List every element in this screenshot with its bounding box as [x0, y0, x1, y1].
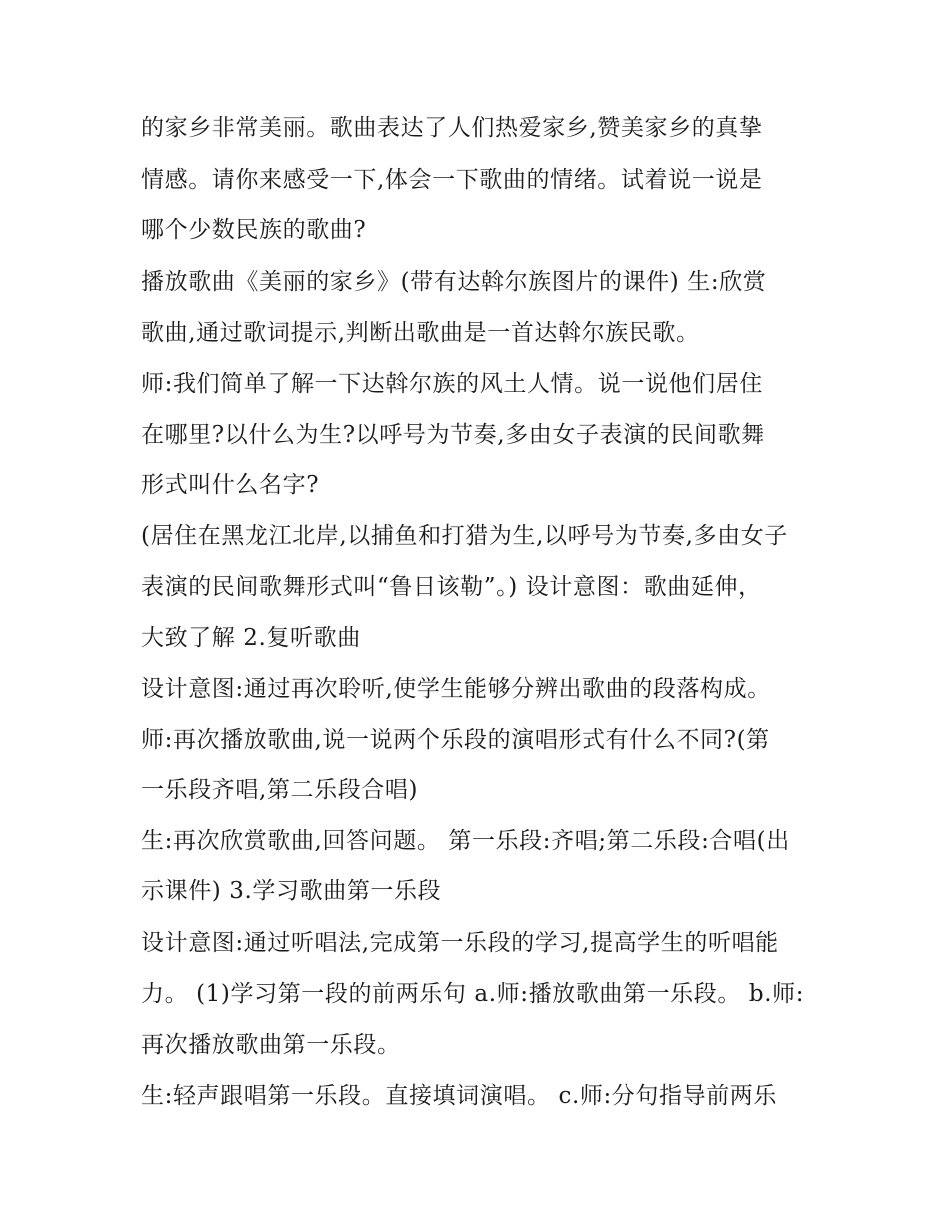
text-line: 一乐段齐唱,第二乐段合唱) — [141, 777, 419, 803]
text-line: 表演的民间歌舞形式叫“鲁日该勒”。) 设计意图：歌曲延伸， — [141, 574, 762, 600]
text-line: 示课件) 3.学习歌曲第一乐段 — [141, 878, 442, 904]
text-line: 再次播放歌曲第一乐段。 — [141, 1032, 401, 1058]
text-line: 歌曲,通过歌词提示,判断出歌曲是一首达斡尔族民歌。 — [141, 320, 700, 346]
text-line: 的家乡非常美丽。歌曲表达了人们热爱家乡,赞美家乡的真挚 — [141, 115, 763, 141]
text-line: 设计意图:通过听唱法,完成第一乐段的学习,提高学生的听唱能 — [141, 930, 779, 956]
text-line: 生:再次欣赏歌曲,回答问题。 第一乐段:齐唱;第二乐段:合唱(出 — [141, 828, 790, 854]
text-line: 情感。请你来感受一下,体会一下歌曲的情绪。试着说一说是 — [141, 167, 763, 193]
text-line: 在哪里?以什么为生?以呼号为节奏,多由女子表演的民间歌舞 — [141, 422, 765, 448]
text-line: 形式叫什么名字? — [141, 472, 320, 498]
text-line: 设计意图:通过再次聆听,使学生能够分辨出歌曲的段落构成。 — [141, 676, 771, 702]
text-line: 力。 (1)学习第一段的前两乐句 a.师:播放歌曲第一乐段。 b.师: — [141, 981, 805, 1007]
text-line: 哪个少数民族的歌曲? — [141, 217, 367, 243]
text-line: (居住在黑龙江北岸,以捕鱼和打猎为生,以呼号为节奏,多由女子 — [141, 523, 788, 549]
text-line: 生:轻声跟唱第一乐段。直接填词演唱。 c.师:分句指导前两乐 — [141, 1083, 778, 1109]
text-line: 师:我们简单了解一下达斡尔族的风土人情。说一说他们居住 — [141, 371, 763, 397]
text-line: 播放歌曲《美丽的家乡》(带有达斡尔族图片的课件) 生:欣赏 — [141, 269, 767, 295]
text-line: 大致了解 2.复听歌曲 — [141, 625, 361, 651]
text-line: 师:再次播放歌曲,说一说两个乐段的演唱形式有什么不同?(第 — [141, 727, 770, 753]
